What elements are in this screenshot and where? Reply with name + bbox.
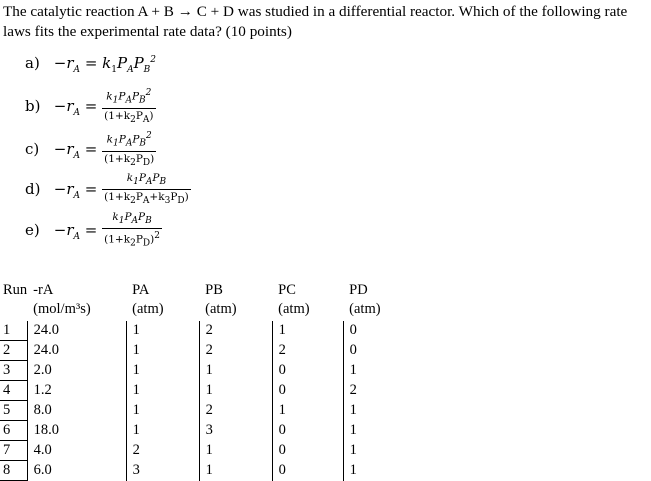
rate-data-table (0, 281, 420, 481)
cell-rate: 4.0 (33, 441, 52, 458)
rate-fraction (102, 87, 155, 127)
numerator: $k_1P_AP_B$ (112, 211, 152, 227)
cell-pc: 0 (272, 421, 343, 441)
cell-pb: 3 (199, 421, 272, 441)
header-pa: PA (atm) (132, 282, 164, 317)
cell-pc: 1 (272, 401, 343, 421)
rate-fraction (102, 172, 191, 208)
table-row (0, 401, 420, 421)
cell-pc: 2 (272, 341, 343, 361)
cell-pd: 1 (343, 461, 420, 481)
denominator: $(1+k_2P_A)$ (104, 109, 154, 125)
table-row (0, 421, 420, 441)
cell-pb: 2 (199, 321, 272, 341)
table-row (0, 461, 420, 481)
cell-pd: 1 (343, 401, 420, 421)
cell-run: 8 (0, 461, 27, 481)
rate-lhs: $-r_A$ = (53, 139, 98, 161)
option-label: e) (25, 220, 40, 239)
option-label: d) (25, 180, 41, 199)
cell-pa: 2 (126, 441, 199, 461)
cell-pb: 1 (199, 361, 272, 381)
cell-rate: 24.0 (33, 322, 60, 338)
denominator: $(1+k_2P_D)^2$ (102, 228, 162, 251)
option-label: b) (25, 96, 41, 115)
cell-pa: 1 (126, 401, 199, 421)
cell-pb: 2 (199, 341, 272, 361)
table-row (0, 341, 420, 361)
cell-pd: 1 (343, 421, 420, 441)
cell-run: 3 (0, 361, 27, 381)
rate-lhs: $-r_A$ = (53, 180, 98, 202)
denominator: $(1+k_2P_A+k_3P_D)$ (104, 191, 189, 207)
cell-pb: 1 (199, 441, 272, 461)
cell-rate: 8.0 (33, 401, 52, 418)
option-e (25, 211, 162, 251)
denominator: $(1+k_2P_D)$ (104, 152, 155, 168)
cell-pa: 1 (126, 321, 199, 341)
cell-pa: 1 (126, 381, 199, 401)
cell-pd: 0 (343, 321, 420, 341)
cell-pa: 3 (126, 461, 199, 481)
option-b (25, 87, 156, 127)
table-header-row (0, 281, 420, 321)
rate-lhs: $-r_A$ (53, 54, 81, 75)
cell-rate: 2.0 (33, 361, 52, 378)
cell-pb: 1 (199, 461, 272, 481)
cell-rate: 24.0 (33, 341, 60, 358)
cell-run: 5 (0, 401, 27, 421)
cell-rate: 1.2 (33, 381, 52, 398)
header-pc: PC (atm) (278, 282, 310, 317)
option-label: c) (25, 139, 40, 158)
table-row (0, 321, 420, 341)
cell-pc: 0 (272, 441, 343, 461)
numerator: $k_1P_AP_B^2$ (106, 131, 152, 149)
header-pd: PD (atm) (349, 282, 381, 317)
cell-pa: 1 (126, 421, 199, 441)
header-rate: -rA (mol/m³s) (33, 282, 91, 317)
table-row (0, 381, 420, 401)
cell-run: 7 (0, 441, 27, 461)
header-pb: PB (atm) (205, 282, 237, 317)
option-a (25, 54, 156, 75)
table-row (0, 441, 420, 461)
cell-run: 1 (0, 321, 27, 341)
cell-pc: 0 (272, 381, 343, 401)
rate-lhs: $-r_A$ = (53, 96, 98, 118)
cell-pb: 2 (199, 401, 272, 421)
cell-rate: 18.0 (33, 421, 60, 438)
option-label: a) (25, 54, 40, 72)
cell-pa: 1 (126, 341, 199, 361)
numerator: $k_1P_AP_B$ (126, 172, 167, 188)
cell-run: 6 (0, 421, 27, 441)
rate-fraction (102, 130, 156, 170)
numerator: $k_1P_AP_B^2$ (106, 88, 152, 106)
cell-pc: 0 (272, 461, 343, 481)
question-text: The catalytic reaction A + B → C + D was studied in a differential reactor. Which of the following rate laws fits the experimental rate data? (10 points) (3, 3, 628, 40)
header-run: Run (3, 282, 28, 298)
cell-pc: 0 (272, 361, 343, 381)
cell-rate: 6.0 (33, 461, 52, 478)
rate-fraction (102, 211, 162, 251)
option-c (25, 130, 156, 170)
cell-pd: 0 (343, 341, 420, 361)
cell-pc: 1 (272, 321, 343, 341)
option-d (25, 172, 191, 208)
cell-pd: 2 (343, 381, 420, 401)
table-row (0, 361, 420, 381)
rate-expression: = $k_1P_AP_B^2$ (84, 54, 157, 75)
cell-pb: 1 (199, 381, 272, 401)
cell-run: 2 (0, 341, 27, 361)
cell-run: 4 (0, 381, 27, 401)
rate-lhs: $-r_A$ = (53, 220, 98, 242)
cell-pd: 1 (343, 361, 420, 381)
cell-pa: 1 (126, 361, 199, 381)
cell-pd: 1 (343, 441, 420, 461)
